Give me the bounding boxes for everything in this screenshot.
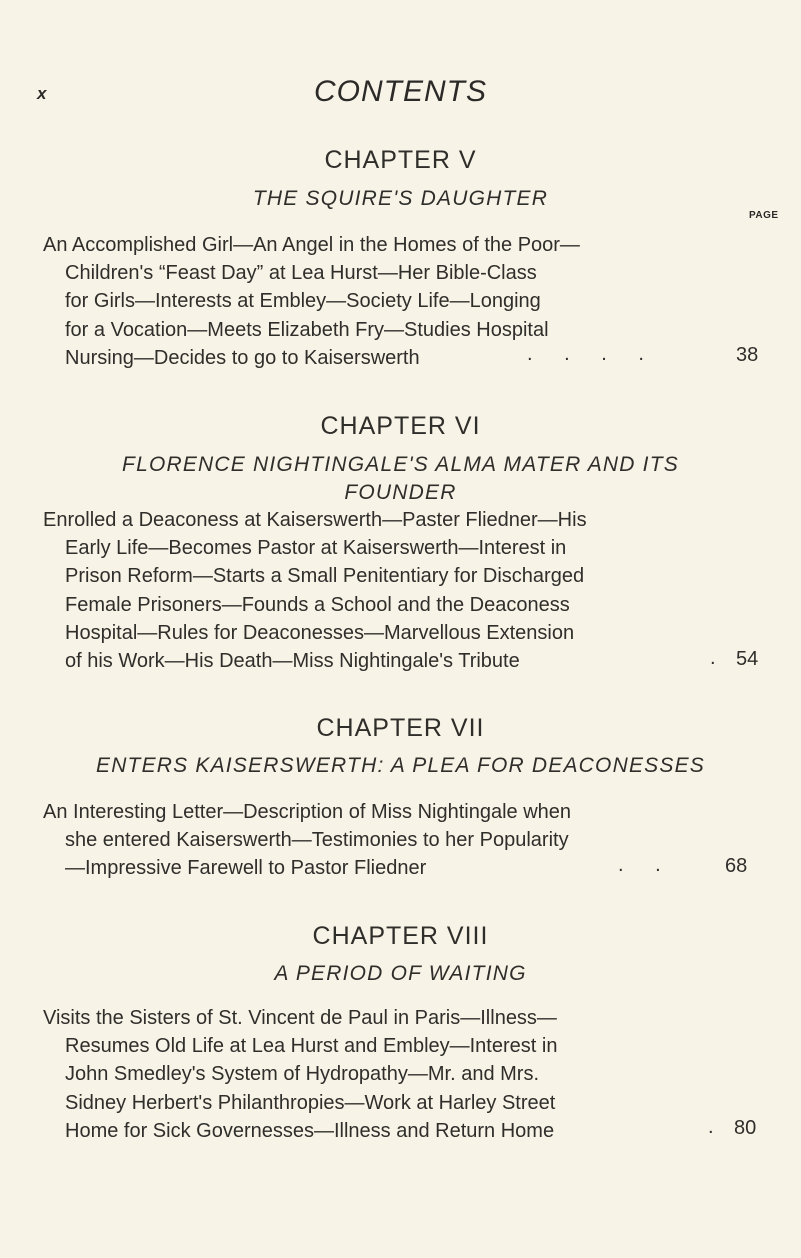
- page-number: x: [37, 84, 47, 103]
- dot-leader: .: [708, 1116, 714, 1138]
- chapter-title-line: ENTERS KAISERSWERTH: A PLEA FOR DEACONESSES: [95, 754, 705, 777]
- synopsis-line: Home for Sick Governesses—Illness and Return Home: [65, 1119, 555, 1142]
- synopsis-line: An Accomplished Girl—An Angel in the Homes of the Poor—: [43, 234, 580, 256]
- synopsis-line: —Impressive Farewell to Pastor Fliedner: [65, 857, 427, 880]
- chapter-title: [0, 185, 801, 213]
- chapter-title-line: THE SQUIRE'S DAUGHTER: [252, 187, 549, 210]
- synopsis-line: of his Work—His Death—Miss Nightingale's Tribute: [65, 649, 520, 672]
- chapter-synopsis: [43, 506, 743, 675]
- dot-leader: . .: [618, 854, 674, 876]
- chapter-title-line: FOUNDER: [344, 481, 457, 504]
- page-reference: 38: [736, 344, 759, 366]
- synopsis-text: Nursing—Decides to go to Kaiserswerth: [65, 346, 420, 369]
- chapter-title: [0, 960, 801, 988]
- synopsis-line: Resumes Old Life at Lea Hurst and Embley—Interest in: [65, 1035, 558, 1058]
- chapter-title: [0, 451, 801, 507]
- dot-leader: . . . .: [527, 343, 657, 365]
- synopsis-line: John Smedley's System of Hydropathy—Mr. and Mrs.: [65, 1063, 539, 1086]
- synopsis-line: for a Vocation—Meets Elizabeth Fry—Studies Hospital: [65, 318, 549, 341]
- synopsis-line: Visits the Sisters of St. Vincent de Paul in Paris—Illness—: [43, 1007, 557, 1029]
- page-column-label: PAGE: [749, 210, 779, 221]
- synopsis-line: Children's “Feast Day” at Lea Hurst—Her Bible-Class: [65, 262, 537, 285]
- chapter-heading: CHAPTER VI: [320, 412, 481, 440]
- chapter-title-line: A PERIOD OF WAITING: [274, 962, 527, 985]
- chapter-title: [0, 752, 801, 780]
- page-reference: 80: [734, 1117, 757, 1139]
- chapter-heading: CHAPTER VIII: [312, 922, 489, 950]
- synopsis-line: Female Prisoners—Founds a School and the Deaconess: [65, 593, 570, 616]
- chapter-heading: CHAPTER VII: [316, 714, 485, 742]
- synopsis-line: Prison Reform—Starts a Small Penitentiary for Discharged: [65, 565, 585, 588]
- dot-leader: .: [710, 647, 716, 669]
- synopsis-line: she entered Kaiserswerth—Testimonies to her Popularity: [65, 829, 569, 852]
- chapter-title-line: FLORENCE NIGHTINGALE'S ALMA MATER AND ITS: [122, 453, 679, 476]
- synopsis-line: Sidney Herbert's Philanthropies—Work at Harley Street: [65, 1091, 556, 1114]
- synopsis-line: Early Life—Becomes Pastor at Kaiserswerth—Interest in: [65, 537, 567, 560]
- chapter-synopsis: [43, 1004, 743, 1145]
- page-reference: 68: [725, 855, 748, 877]
- synopsis-line: An Interesting Letter—Description of Miss Nightingale when: [43, 801, 572, 823]
- synopsis-line: Hospital—Rules for Deaconesses—Marvellous Extension: [65, 621, 575, 644]
- page-reference: 54: [736, 648, 759, 670]
- chapter-heading: CHAPTER V: [324, 146, 477, 174]
- synopsis-line: Enrolled a Deaconess at Kaiserswerth—Paster Fliedner—His: [43, 509, 587, 531]
- synopsis-line: for Girls—Interests at Embley—Society Life—Longing: [65, 290, 541, 313]
- running-title: CONTENTS: [314, 75, 487, 108]
